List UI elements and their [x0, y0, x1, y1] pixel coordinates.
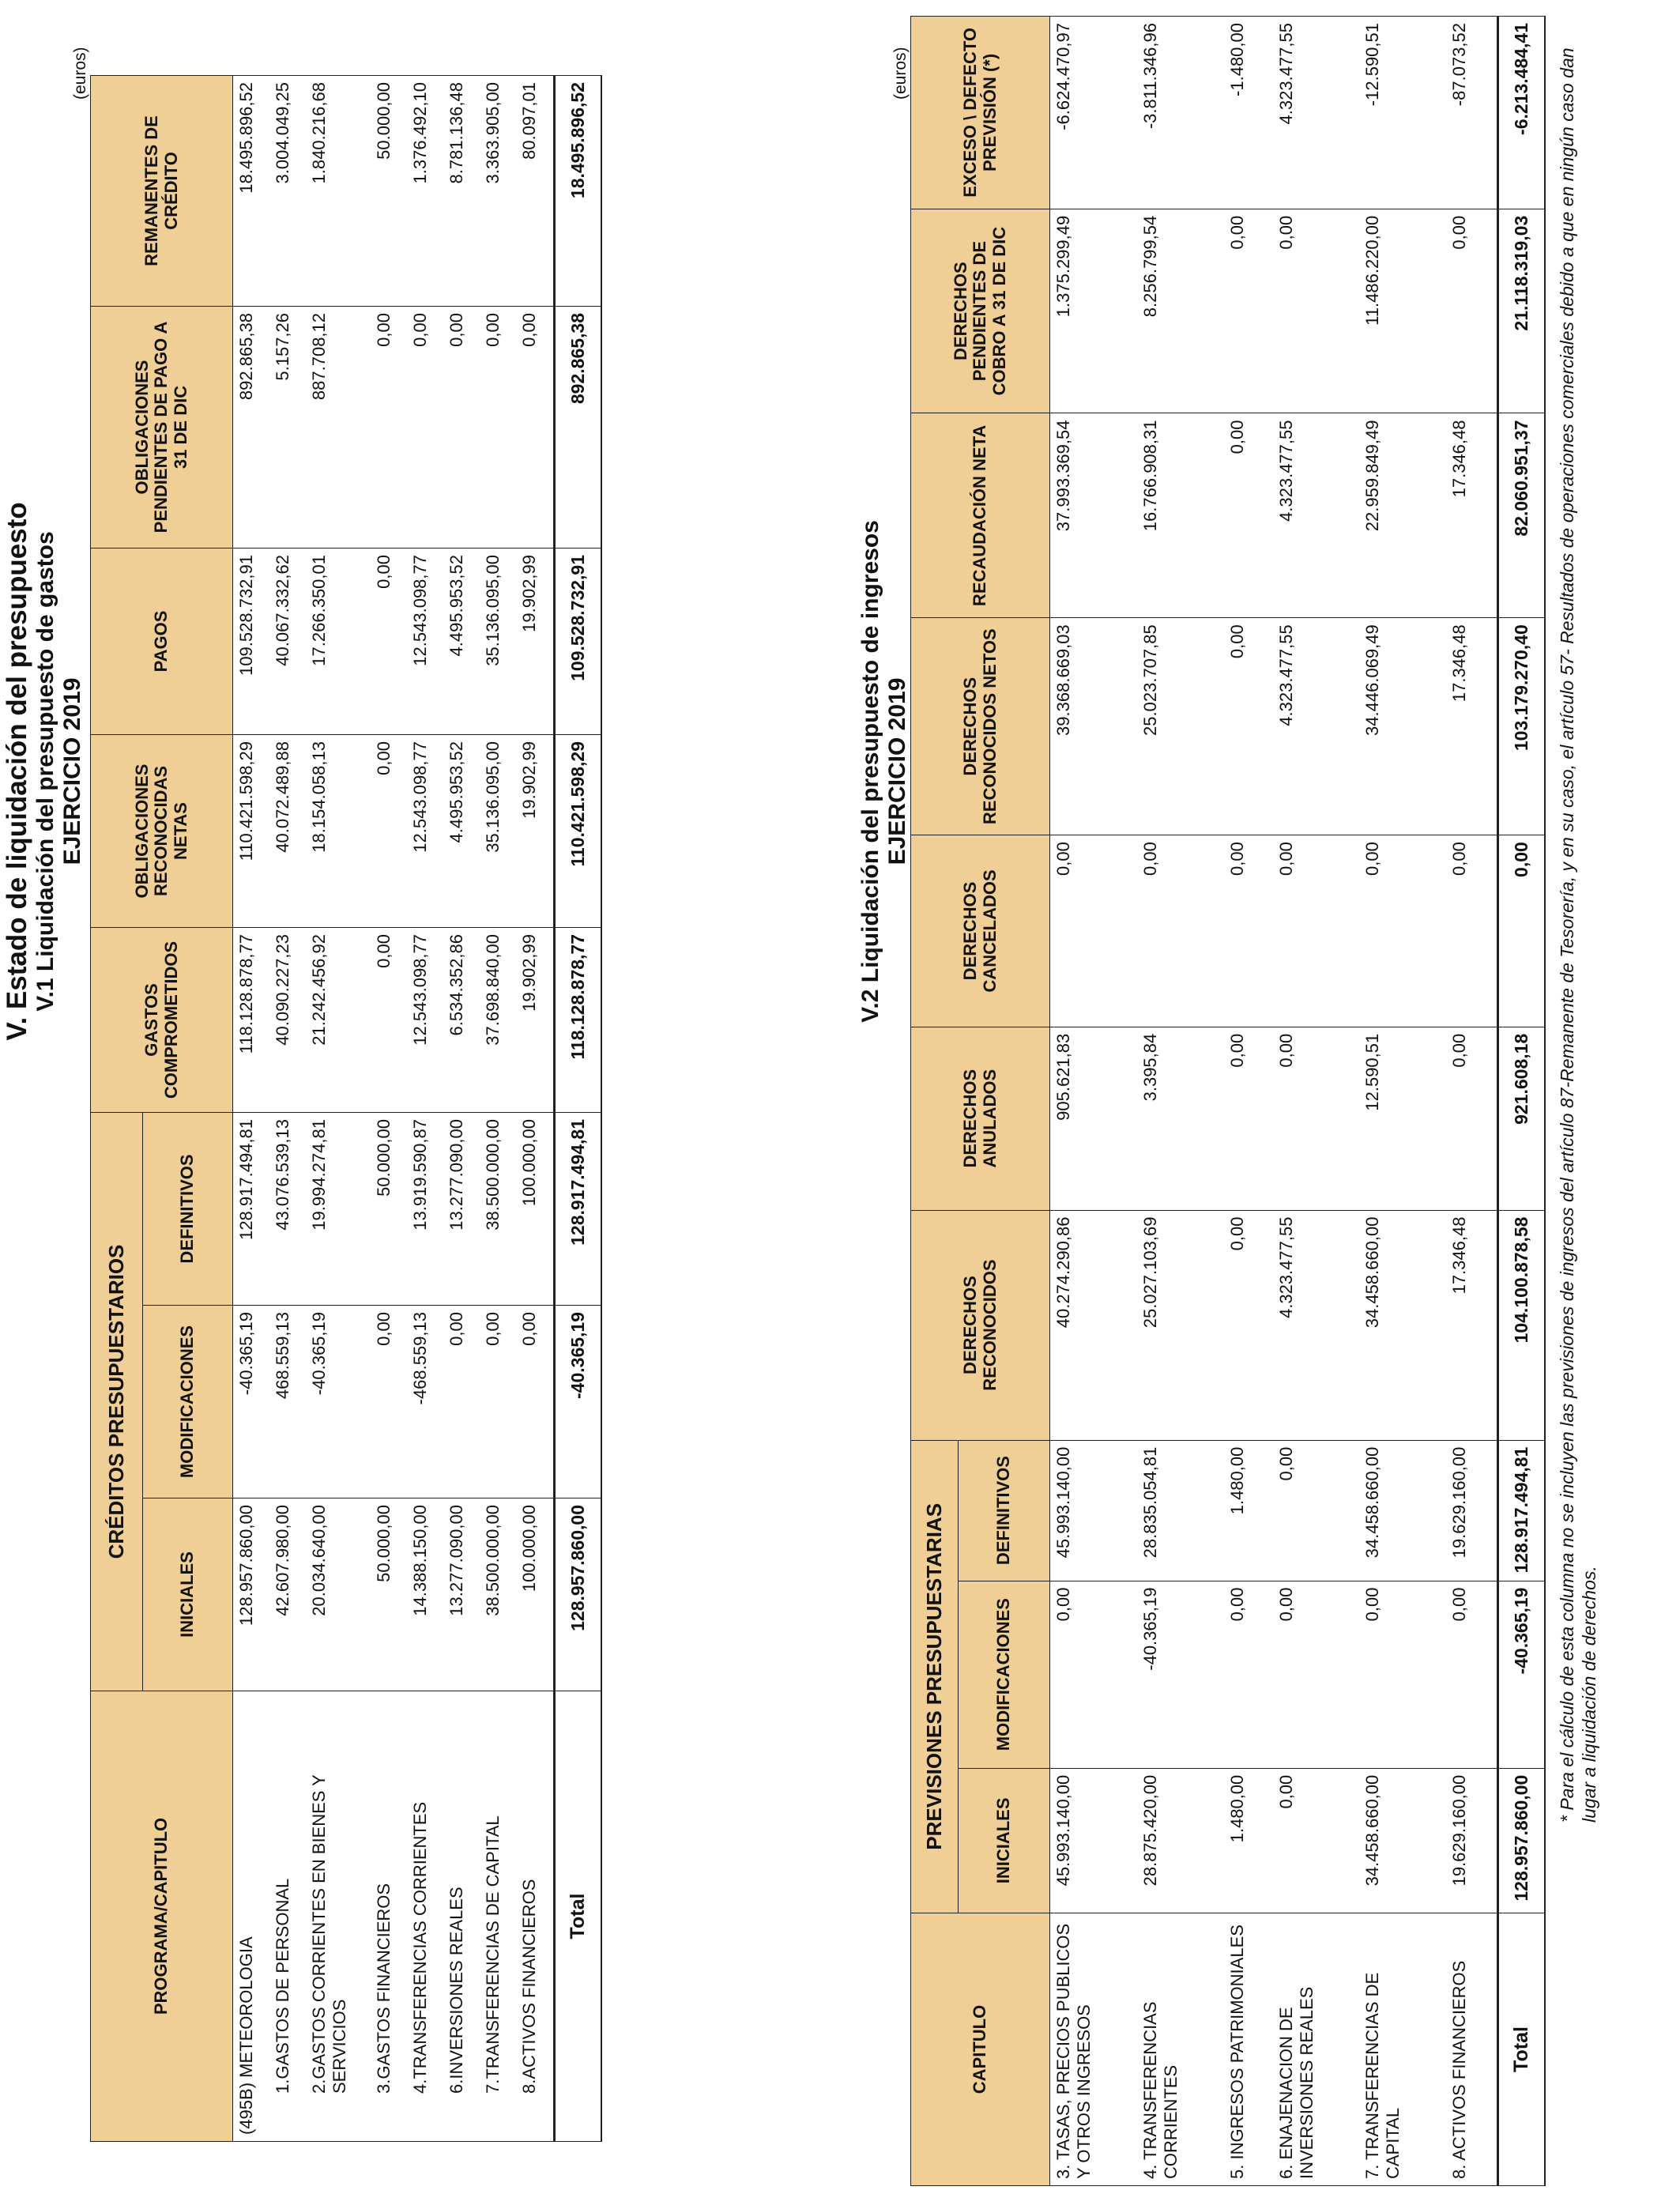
col-header-modificaciones: MODIFICACIONES [959, 1581, 1050, 1768]
cell-reconocidas: 18.154.058,13 [306, 734, 370, 927]
total-pendientes: 892.865,38 [554, 306, 601, 548]
total-iniciales: 128.957.860,00 [554, 1498, 601, 1691]
table-row [516, 75, 554, 2141]
cell-modificaciones: 468.559,13 [269, 1306, 306, 1498]
cell-pagos: 4.495.953,52 [443, 548, 480, 734]
row-label: 5. INGRESOS PATRIMONIALES [1224, 1913, 1273, 2186]
cell-definitivos: 1.480,00 [1224, 1440, 1273, 1581]
cell-reconocidas: 0,00 [371, 734, 407, 927]
col-header-cancelados: DERECHOS CANCELADOS [911, 835, 1050, 1027]
cell-pendientes: 0,00 [1273, 209, 1360, 413]
cell-pendientes: 0,00 [407, 306, 443, 548]
cell-cancelados: 0,00 [1446, 835, 1497, 1027]
col-header-recaudacion: RECAUDACIÓN NETA [911, 413, 1050, 618]
table-row [1273, 17, 1360, 2186]
cell-reconocidos: 40.274.290,86 [1050, 1210, 1138, 1440]
total-definitivos: 128.917.494,81 [1497, 1440, 1545, 1581]
cell-definitivos: 43.076.539,13 [269, 1112, 306, 1305]
cell-definitivos: 19.994.274,81 [306, 1112, 370, 1305]
total-netos: 103.179.270,40 [1497, 618, 1545, 835]
cell-netos: 39.368.669,03 [1050, 618, 1138, 835]
table-row [1446, 17, 1497, 2186]
total-label: Total [554, 1691, 601, 2142]
table-row [480, 75, 516, 2141]
cell-iniciales: 20.034.640,00 [306, 1498, 370, 1691]
total-anulados: 921.608,18 [1497, 1027, 1545, 1210]
cell-iniciales: 14.388.150,00 [407, 1498, 443, 1691]
cell-pendientes: 892.865,38 [233, 306, 270, 548]
cell-remanentes: 50.000,00 [371, 75, 407, 306]
col-header-definitivos: DEFINITIVOS [959, 1440, 1050, 1581]
cell-definitivos: 45.993.140,00 [1050, 1440, 1138, 1581]
cell-reconocidos: 25.027.103,69 [1137, 1210, 1224, 1440]
gastos-subtitle: V.1 Liquidación del presupuesto de gastos [32, 531, 58, 1012]
row-label: 2.GASTOS CORRIENTES EN BIENES Y SERVICIOS [306, 1691, 370, 2142]
col-header-capitulo: CAPITULO [911, 1913, 1050, 2186]
cell-definitivos: 34.458.660,00 [1359, 1440, 1446, 1581]
cell-definitivos: 28.835.054,81 [1137, 1440, 1224, 1581]
cell-anulados: 905.621,83 [1050, 1027, 1138, 1210]
ingresos-year: EJERCICIO 2019 [884, 677, 910, 865]
cell-definitivos: 38.500.000,00 [480, 1112, 516, 1305]
table-row [306, 75, 370, 2141]
row-label: 3. TASAS, PRECIOS PUBLICOS Y OTROS INGRESOS [1050, 1913, 1138, 2186]
cell-pendientes: 0,00 [516, 306, 554, 548]
row-label: 6. ENAJENACION DE INVERSIONES REALES [1273, 1913, 1360, 2186]
gastos-units: (euros) [71, 47, 89, 100]
cell-iniciales: 1.480,00 [1224, 1768, 1273, 1913]
cell-iniciales: 50.000,00 [371, 1498, 407, 1691]
cell-recaudacion: 22.959.849,49 [1359, 413, 1446, 618]
cell-iniciales: 38.500.000,00 [480, 1498, 516, 1691]
cell-exceso: -1.480,00 [1224, 17, 1273, 209]
table-row [233, 75, 270, 2141]
col-header-programa: PROGRAMA/CAPITULO [91, 1691, 233, 2142]
table-row [1050, 17, 1138, 2186]
cell-netos: 17.346,48 [1446, 618, 1497, 835]
total-modificaciones: -40.365,19 [1497, 1581, 1545, 1768]
table-row [443, 75, 480, 2141]
cell-comprometidos: 118.128.878,77 [233, 927, 270, 1112]
col-header-iniciales: INICIALES [143, 1498, 233, 1691]
cell-anulados: 0,00 [1224, 1027, 1273, 1210]
cell-reconocidas: 35.136.095,00 [480, 734, 516, 927]
cell-comprometidos: 21.242.456,92 [306, 927, 370, 1112]
table-row [371, 75, 407, 2141]
cell-modificaciones: 0,00 [1050, 1581, 1138, 1768]
cell-modificaciones: 0,00 [480, 1306, 516, 1498]
cell-cancelados: 0,00 [1273, 835, 1360, 1027]
cell-cancelados: 0,00 [1050, 835, 1138, 1027]
row-label: 1.GASTOS DE PERSONAL [269, 1691, 306, 2142]
cell-iniciales: 100.000,00 [516, 1498, 554, 1691]
col-header-anulados: DERECHOS ANULADOS [911, 1027, 1050, 1210]
row-label: 8.ACTIVOS FINANCIEROS [516, 1691, 554, 2142]
total-cancelados: 0,00 [1497, 835, 1545, 1027]
cell-remanentes: 3.363.905,00 [480, 75, 516, 306]
col-header-modificaciones: MODIFICACIONES [143, 1306, 233, 1498]
total-reconocidos: 104.100.878,58 [1497, 1210, 1545, 1440]
cell-recaudacion: 0,00 [1224, 413, 1273, 618]
cell-modificaciones: -40.365,19 [306, 1306, 370, 1498]
total-remanentes: 18.495.896,52 [554, 75, 601, 306]
col-header-reconocidos: DERECHOS RECONOCIDOS [911, 1210, 1050, 1440]
total-pendientes: 21.118.319,03 [1497, 209, 1545, 413]
cell-pendientes: 0,00 [371, 306, 407, 548]
total-recaudacion: 82.060.951,37 [1497, 413, 1545, 618]
row-label: 6.INVERSIONES REALES [443, 1691, 480, 2142]
cell-modificaciones: 0,00 [1224, 1581, 1273, 1768]
cell-pendientes: 0,00 [1446, 209, 1497, 413]
cell-comprometidos: 12.543.098,77 [407, 927, 443, 1112]
table-row [407, 75, 443, 2141]
cell-iniciales: 45.993.140,00 [1050, 1768, 1138, 1913]
cell-definitivos: 100.000,00 [516, 1112, 554, 1305]
cell-comprometidos: 0,00 [371, 927, 407, 1112]
cell-modificaciones: 0,00 [516, 1306, 554, 1498]
cell-modificaciones: 0,00 [1359, 1581, 1446, 1768]
cell-pendientes: 8.256.799,54 [1137, 209, 1224, 413]
cell-reconocidos: 4.323.477,55 [1273, 1210, 1360, 1440]
row-label: (495B) METEOROLOGIA [233, 1691, 270, 2142]
cell-recaudacion: 37.993.369,54 [1050, 413, 1138, 618]
cell-pendientes: 11.486.220,00 [1359, 209, 1446, 413]
cell-anulados: 12.590,51 [1359, 1027, 1446, 1210]
col-header-iniciales: INICIALES [959, 1768, 1050, 1913]
cell-definitivos: 128.917.494,81 [233, 1112, 270, 1305]
cell-exceso: 4.323.477,55 [1273, 17, 1360, 209]
row-label: 4.TRANSFERENCIAS CORRIENTES [407, 1691, 443, 2142]
cell-exceso: -12.590,51 [1359, 17, 1446, 209]
total-label: Total [1497, 1913, 1545, 2186]
cell-reconocidos: 34.458.660,00 [1359, 1210, 1446, 1440]
cell-netos: 34.446.069,49 [1359, 618, 1446, 835]
row-label: 7. TRANSFERENCIAS DE CAPITAL [1359, 1913, 1446, 2186]
cell-definitivos: 19.629.160,00 [1446, 1440, 1497, 1581]
table-row [1359, 17, 1446, 2186]
cell-iniciales: 42.607.980,00 [269, 1498, 306, 1691]
col-header-definitivos: DEFINITIVOS [143, 1112, 233, 1305]
total-iniciales: 128.957.860,00 [1497, 1768, 1545, 1913]
cell-reconocidas: 12.543.098,77 [407, 734, 443, 927]
cell-remanentes: 80.097,01 [516, 75, 554, 306]
cell-pagos: 12.543.098,77 [407, 548, 443, 734]
cell-comprometidos: 37.698.840,00 [480, 927, 516, 1112]
cell-pendientes: 0,00 [480, 306, 516, 548]
footnote: * Para el cálculo de esta columna no se incluyen las previsiones de ingresos del artículo 87-Remanente de Tesorería, y en su caso, el artículo 57- Resultados de operaciones comerciales debido a que en ningún caso dan lugar a liquidación de derechos. [1557, 47, 1599, 1823]
total-exceso: -6.213.484,41 [1497, 17, 1545, 209]
cell-pagos: 17.266.350,01 [306, 548, 370, 734]
cell-pagos: 35.136.095,00 [480, 548, 516, 734]
cell-remanentes: 1.376.492,10 [407, 75, 443, 306]
cell-comprometidos: 6.534.352,86 [443, 927, 480, 1112]
cell-exceso: -3.811.346,96 [1137, 17, 1224, 209]
table-row [1224, 17, 1273, 2186]
col-header-pendientes-cobro: DERECHOS PENDIENTES DE COBRO A 31 DE DIC [911, 209, 1050, 413]
total-reconocidas: 110.421.598,29 [554, 734, 601, 927]
cell-remanentes: 18.495.896,52 [233, 75, 270, 306]
cell-pagos: 40.067.332,62 [269, 548, 306, 734]
cell-iniciales: 128.957.860,00 [233, 1498, 270, 1691]
cell-definitivos: 13.277.090,00 [443, 1112, 480, 1305]
cell-modificaciones: -468.559,13 [407, 1306, 443, 1498]
cell-reconocidas: 40.072.489,88 [269, 734, 306, 927]
cell-netos: 0,00 [1224, 618, 1273, 835]
cell-comprometidos: 40.090.227,23 [269, 927, 306, 1112]
cell-exceso: -6.624.470,97 [1050, 17, 1138, 209]
cell-modificaciones: -40.365,19 [1137, 1581, 1224, 1768]
cell-pendientes: 887.708,12 [306, 306, 370, 548]
table-row [269, 75, 306, 2141]
row-label: 8. ACTIVOS FINANCIEROS [1446, 1913, 1497, 2186]
total-definitivos: 128.917.494,81 [554, 1112, 601, 1305]
col-header-reconocidas: OBLIGACIONES RECONOCIDAS NETAS [91, 734, 233, 927]
col-header-comprometidos: GASTOS COMPROMETIDOS [91, 927, 233, 1112]
cell-iniciales: 28.875.420,00 [1137, 1768, 1224, 1913]
cell-cancelados: 0,00 [1137, 835, 1224, 1027]
ingresos-units: (euros) [891, 47, 910, 100]
total-modificaciones: -40.365,19 [554, 1306, 601, 1498]
cell-pagos: 19.902,99 [516, 548, 554, 734]
cell-reconocidas: 19.902,99 [516, 734, 554, 927]
col-header-netos: DERECHOS RECONOCIDOS NETOS [911, 618, 1050, 835]
cell-cancelados: 0,00 [1224, 835, 1273, 1027]
creditos-band-header: CRÉDITOS PRESUPUESTARIOS [91, 1112, 143, 1691]
cell-modificaciones: 0,00 [1273, 1581, 1360, 1768]
ingresos-table [910, 16, 1546, 2186]
cell-pendientes: 0,00 [443, 306, 480, 548]
cell-reconocidos: 17.346,48 [1446, 1210, 1497, 1440]
cell-anulados: 3.395,84 [1137, 1027, 1224, 1210]
cell-pendientes: 0,00 [1224, 209, 1273, 413]
cell-recaudacion: 4.323.477,55 [1273, 413, 1360, 618]
cell-remanentes: 8.781.136,48 [443, 75, 480, 306]
row-label: 4. TRANSFERENCIAS CORRIENTES [1137, 1913, 1224, 2186]
cell-modificaciones: 0,00 [443, 1306, 480, 1498]
cell-comprometidos: 19.902,99 [516, 927, 554, 1112]
cell-definitivos: 0,00 [1273, 1440, 1360, 1581]
total-pagos: 109.528.732,91 [554, 548, 601, 734]
row-label: 7.TRANSFERENCIAS DE CAPITAL [480, 1691, 516, 2142]
cell-exceso: -87.073,52 [1446, 17, 1497, 209]
cell-iniciales: 0,00 [1273, 1768, 1360, 1913]
cell-modificaciones: 0,00 [1446, 1581, 1497, 1768]
gastos-year: EJERCICIO 2019 [59, 677, 85, 865]
col-header-pendientes: OBLIGACIONES PENDIENTES DE PAGO A 31 DE DIC [91, 306, 233, 548]
cell-recaudacion: 17.346,48 [1446, 413, 1497, 618]
cell-modificaciones: -40.365,19 [233, 1306, 270, 1498]
cell-definitivos: 13.919.590,87 [407, 1112, 443, 1305]
gastos-table [90, 75, 602, 2142]
cell-iniciales: 13.277.090,00 [443, 1498, 480, 1691]
cell-netos: 4.323.477,55 [1273, 618, 1360, 835]
cell-definitivos: 50.000,00 [371, 1112, 407, 1305]
cell-remanentes: 1.840.216,68 [306, 75, 370, 306]
cell-pendientes: 1.375.299,49 [1050, 209, 1138, 413]
cell-pendientes: 5.157,26 [269, 306, 306, 548]
cell-reconocidas: 4.495.953,52 [443, 734, 480, 927]
cell-pagos: 0,00 [371, 548, 407, 734]
col-header-pagos: PAGOS [91, 548, 233, 734]
total-row [554, 75, 601, 2141]
cell-remanentes: 3.004.049,25 [269, 75, 306, 306]
col-header-exceso: EXCESO \ DEFECTO PREVISIÓN (*) [911, 17, 1050, 209]
cell-pagos: 109.528.732,91 [233, 548, 270, 734]
cell-modificaciones: 0,00 [371, 1306, 407, 1498]
total-row [1497, 17, 1545, 2186]
table-row [1137, 17, 1224, 2186]
cell-netos: 25.023.707,85 [1137, 618, 1224, 835]
cell-anulados: 0,00 [1273, 1027, 1360, 1210]
cell-recaudacion: 16.766.908,31 [1137, 413, 1224, 618]
main-title: V. Estado de liquidación del presupuesto [2, 502, 32, 1041]
row-label: 3.GASTOS FINANCIEROS [371, 1691, 407, 2142]
col-header-remanentes: REMANENTES DE CRÉDITO [91, 75, 233, 306]
cell-iniciales: 34.458.660,00 [1359, 1768, 1446, 1913]
total-comprometidos: 118.128.878,77 [554, 927, 601, 1112]
previsiones-band-header: PREVISIONES PRESUPUESTARIAS [911, 1440, 959, 1913]
cell-cancelados: 0,00 [1359, 835, 1446, 1027]
cell-anulados: 0,00 [1446, 1027, 1497, 1210]
ingresos-subtitle: V.2 Liquidación del presupuesto de ingresos [857, 520, 883, 1023]
cell-iniciales: 19.629.160,00 [1446, 1768, 1497, 1913]
cell-reconocidos: 0,00 [1224, 1210, 1273, 1440]
cell-reconocidas: 110.421.598,29 [233, 734, 270, 927]
